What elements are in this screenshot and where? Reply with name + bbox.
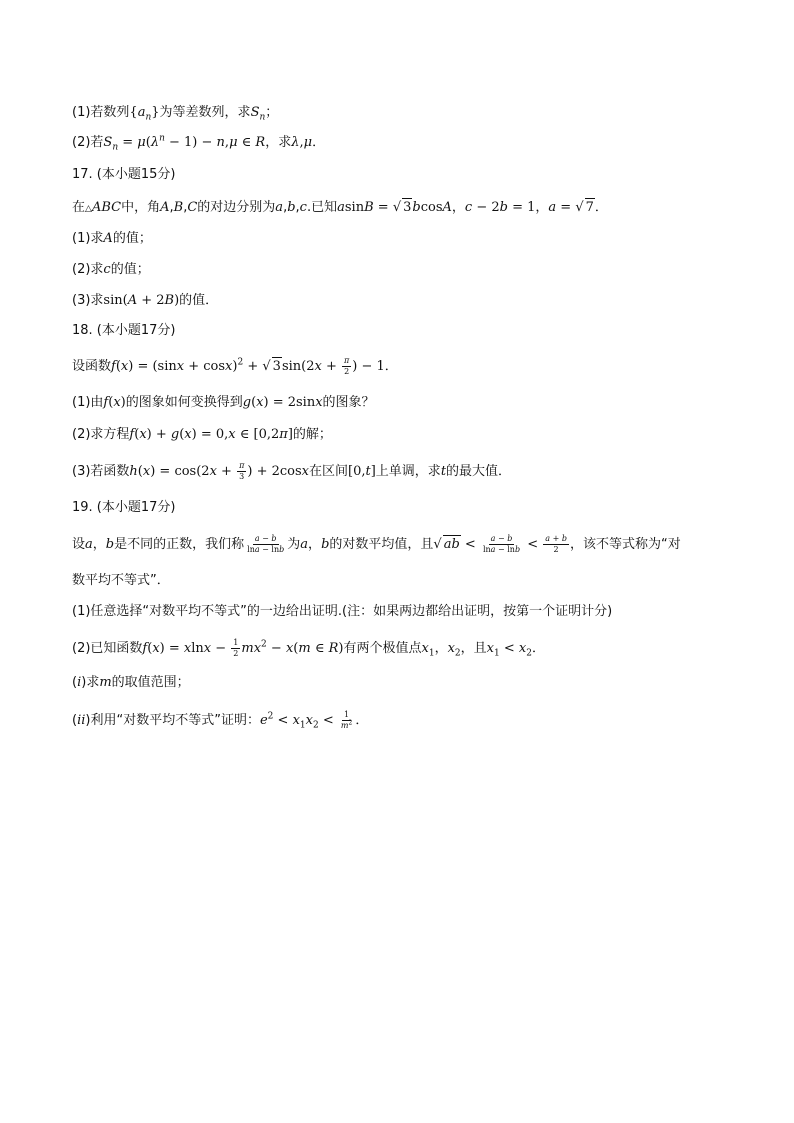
text: ， <box>434 641 448 656</box>
text: 的取值范围； <box>111 675 190 690</box>
text: ( <box>72 713 78 728</box>
text: 设函数 <box>72 359 112 374</box>
q18-part2: (2)求方程f(x) + g(x) = 0,x ∈ [0,2π]的解； <box>72 427 332 442</box>
q19-heading: 19. (本小题17分) <box>72 500 176 515</box>
text: ． <box>384 359 398 374</box>
text: ． <box>594 200 608 215</box>
text: 的图象？ <box>322 395 375 410</box>
text: (2)若 <box>72 135 104 150</box>
text: (1)求 <box>72 231 104 246</box>
q19-part2: (2)已知函数f(x) = xlnx − $\frac{1}{2}$ $mx^2 - x(m$ ∈ R)有两个极值点$x_1$，$x_2$，且$x_1 < x_2$． <box>72 638 546 659</box>
text: 在 <box>72 200 86 215</box>
text: ，求 <box>265 135 292 150</box>
text: ， <box>535 200 549 215</box>
text: 为等差数列，求 <box>159 105 251 120</box>
q18-heading: 18. (本小题17分) <box>72 323 176 338</box>
text: 的图象如何变换得到 <box>125 395 243 410</box>
q18-stem: 设函数$f(x) = (\sin x + \cos x)^2$ + √ 3sin(2x + $\frac{\pi}{2}$ ) − 1． <box>72 356 398 376</box>
text: (1)若数列 <box>72 105 130 120</box>
q16-part1: (1)若数列$\{a_n\}$为等差数列，求$S_n$； <box>72 105 279 123</box>
text: 的对边分别为 <box>197 200 276 215</box>
text: ， <box>308 537 322 552</box>
q17-part1: (1)求A的值； <box>72 231 152 246</box>
text: 中，角 <box>121 200 161 215</box>
text: (2)求 <box>72 262 104 277</box>
text: ，且 <box>460 641 487 656</box>
q19-part1: (1)任意选择“对数平均不等式”的一边给出证明.(注：如果两边都给出证明，按第一个证明计分) <box>72 604 613 619</box>
text: 的值； <box>112 231 152 246</box>
text: 是不同的正数，我们称 <box>114 537 245 552</box>
q18-part1: (1)由f(x)的图象如何变换得到g(x) = 2sinx的图象？ <box>72 395 375 410</box>
text: )求 <box>81 675 100 690</box>
text: 的值； <box>110 262 150 277</box>
text: 在区间 <box>308 464 348 479</box>
q17-part3: (3)求sin(A + 2B)的值． <box>72 293 219 308</box>
text: 已知 <box>311 200 338 215</box>
text: 上单调，求 <box>375 464 441 479</box>
text: (1)由 <box>72 395 104 410</box>
q16-part2: (2)若$S_n = \mu(\lambda^n - 1) - n,\mu$ ∈ R，求λ,μ． <box>72 133 326 153</box>
q19-stem: 设a，b是不同的正数，我们称 $\frac{a - b}{\ln a - \ln b}$ 为a，b的对数平均值，且√ ab < $\frac{a - b}{\ln a - \ln b}$ < $\frac{a + b}{2}$ ，该不等式称为“对 <box>72 534 681 554</box>
text: ． <box>532 641 546 656</box>
q17-stem: 在△ABC中，角A,B,C的对边分别为a,b,c.已知asinB = √ 3bcosA，c − 2b = 1，a = √ 7． <box>72 200 608 215</box>
text: ，该不等式称为“对 <box>569 537 681 552</box>
text: ( <box>72 675 78 690</box>
text: 的最大值． <box>446 464 512 479</box>
text: (2)求方程 <box>72 427 130 442</box>
q17-part2: (2)求c的值； <box>72 262 150 277</box>
text: 的值． <box>179 293 219 308</box>
text: ． <box>312 135 326 150</box>
text: ， <box>451 200 465 215</box>
text: 的对数平均值，且 <box>329 537 434 552</box>
text: ． <box>355 713 369 728</box>
q18-part3: (3)若函数h(x) = cos(2x + $\frac{\pi}{3}$ ) + 2cosx在区间[0,t]上单调，求t的最大值． <box>72 461 512 481</box>
q19-part2-ii: (ii)利用“对数平均不等式”证明：$e^2 < x_1x_2$ < $\frac{1}{m^2}$ ． <box>72 710 369 731</box>
q19-stem-cont: 数平均不等式”． <box>72 573 170 588</box>
text: (3)若函数 <box>72 464 130 479</box>
text: (2)已知函数 <box>72 641 143 656</box>
text: 设 <box>72 537 86 552</box>
text: ； <box>265 105 279 120</box>
q19-part2-i: (i)求m的取值范围； <box>72 675 190 690</box>
text: 有两个极值点 <box>343 641 422 656</box>
text: )利用“对数平均不等式”证明： <box>85 713 260 728</box>
q17-heading: 17. (本小题15分) <box>72 167 176 182</box>
text: 为 <box>287 537 301 552</box>
text: ， <box>92 537 106 552</box>
text: (3)求 <box>72 293 104 308</box>
text: 的解； <box>292 427 332 442</box>
